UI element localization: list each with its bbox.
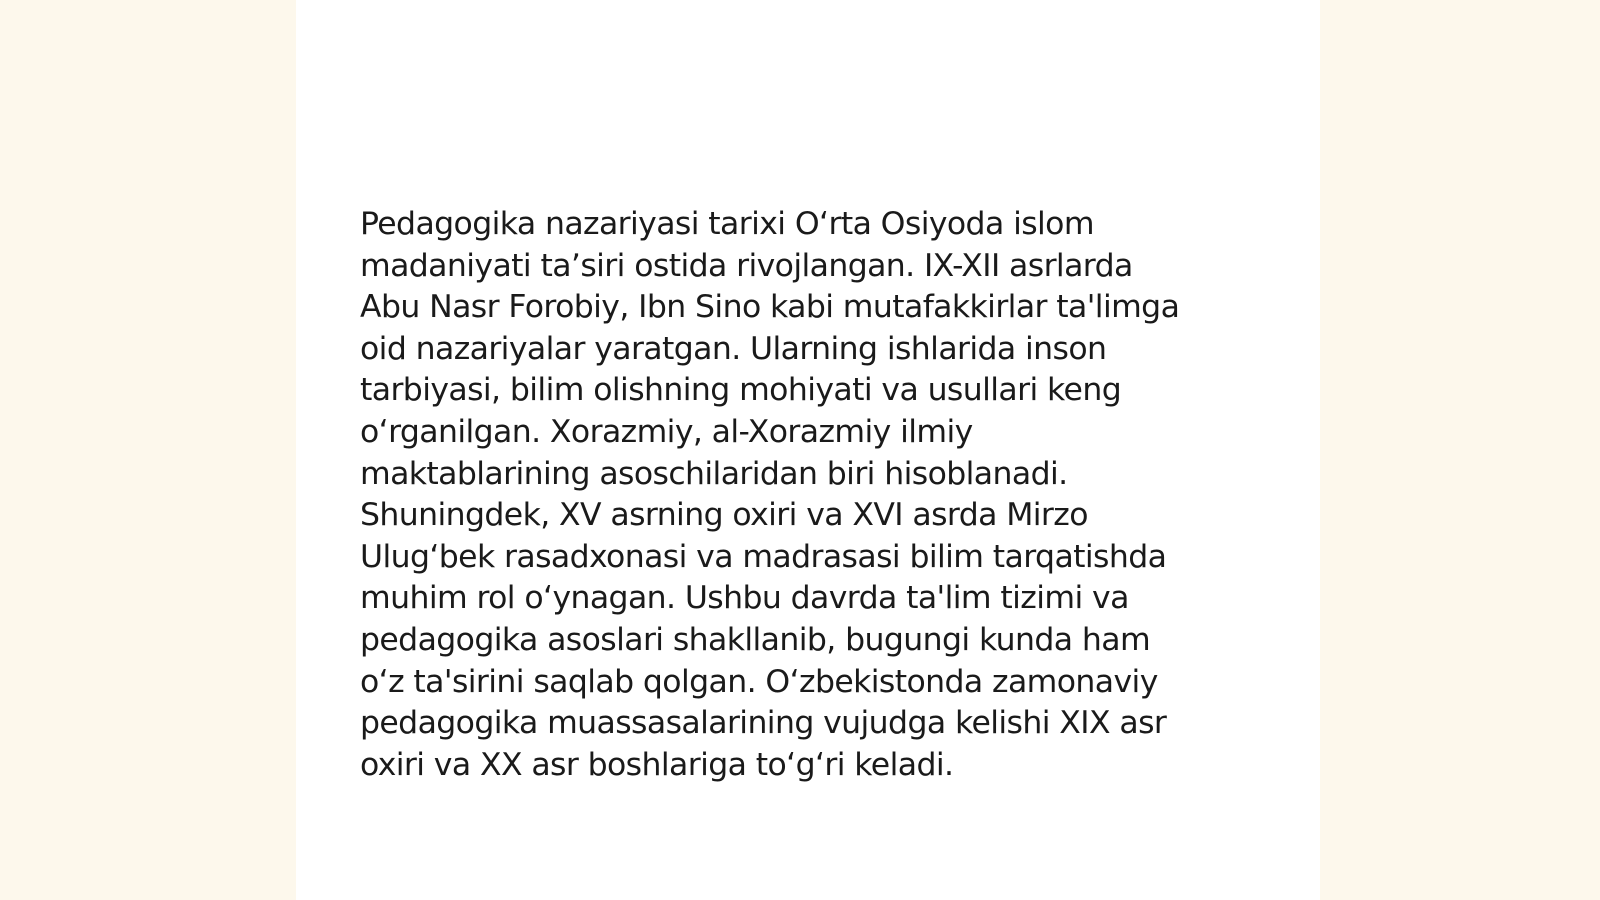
paragraph-line: oid nazariyalar yaratgan. Ularning ishlarida inson: [360, 330, 1107, 367]
paragraph-line: Abu Nasr Forobiy, Ibn Sino kabi mutafakkirlar ta'limga: [360, 289, 1180, 326]
paragraph-line: tarbiyasi, bilim olishning mohiyati va usullari keng: [360, 372, 1122, 409]
document-page: [296, 0, 1320, 900]
paragraph-line: Pedagogika nazariyasi tarixi O‘rta Osiyoda islom: [360, 206, 1094, 242]
paragraph-line: Ulug‘bek rasadxonasi va madrasasi bilim tarqatishda: [360, 538, 1167, 575]
paragraph-line: o‘rganilgan. Xorazmiy, al-Xorazmiy ilmiy: [360, 413, 973, 450]
paragraph-line: maktablarining asoschilaridan biri hisoblanadi.: [360, 455, 1068, 492]
paragraph-line: pedagogika asoslari shakllanib, bugungi kunda ham: [360, 621, 1151, 658]
paragraph-line: oxiri va XX asr boshlariga to‘g‘ri keladi.: [360, 746, 954, 783]
paragraph-line: muhim rol o‘ynagan. Ushbu davrda ta'lim tizimi va: [360, 580, 1129, 617]
paragraph-line: madaniyati ta’siri ostida rivojlangan. IX-XII asrlarda: [360, 247, 1133, 284]
body-paragraph: [360, 204, 1260, 786]
paragraph-line: Shuningdek, XV asrning oxiri va XVI asrda Mirzo: [360, 497, 1088, 534]
paragraph-line: pedagogika muassasalarining vujudga kelishi XIX asr: [360, 705, 1167, 742]
paragraph-line: o‘z ta'sirini saqlab qolgan. O‘zbekistonda zamonaviy: [360, 663, 1158, 700]
